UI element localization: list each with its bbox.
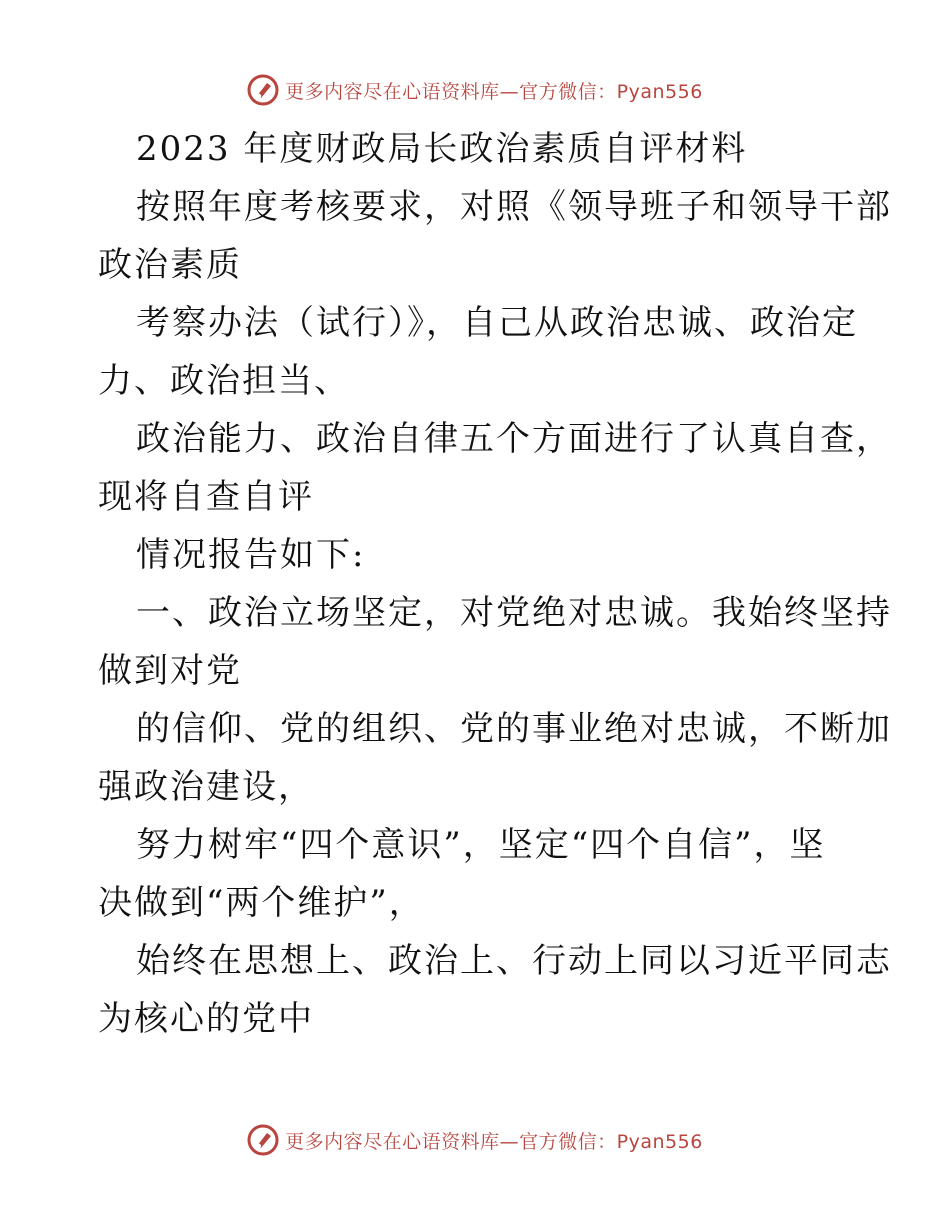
- paragraph-line: 做到对党: [98, 651, 242, 691]
- paragraph-line: 现将自查自评: [98, 477, 314, 517]
- paragraph-line: 力、政治担当、: [98, 361, 350, 401]
- paragraph-line: 考察办法（试行）》，自己从政治忠诚、政治定: [136, 303, 858, 343]
- watermark-text: 更多内容尽在心语资料库—官方微信：Pyan556: [285, 1130, 703, 1153]
- paragraph-line: 始终在思想上、政治上、行动上同以习近平同志: [136, 941, 892, 981]
- pen-nib-logo-icon: [247, 74, 279, 106]
- paragraph-line: 强政治建设，: [98, 767, 314, 807]
- document-title: 2023 年度财政局长政治素质自评材料: [136, 129, 748, 169]
- paragraph-line: 决做到“两个维护”，: [98, 883, 425, 923]
- paragraph-line: 政治能力、政治自律五个方面进行了认真自查，: [136, 419, 892, 459]
- paragraph-line: 政治素质: [98, 245, 242, 285]
- paragraph-line: 情况报告如下:: [136, 535, 366, 575]
- footer-watermark: [0, 1120, 950, 1160]
- section-heading-line: 一、政治立场坚定，对党绝对忠诚。我始终坚持: [136, 593, 892, 633]
- paragraph-line: 按照年度考核要求，对照《领导班子和领导干部: [136, 187, 892, 227]
- header-watermark: [0, 70, 950, 110]
- watermark-text: 更多内容尽在心语资料库—官方微信：Pyan556: [285, 80, 703, 103]
- paragraph-line: 为核心的党中: [98, 999, 314, 1039]
- paragraph-line: 的信仰、党的组织、党的事业绝对忠诚，不断加: [136, 709, 892, 749]
- pen-nib-logo-icon: [247, 1124, 279, 1156]
- document-body: [98, 120, 892, 1048]
- paragraph-line: 努力树牢“四个意识”，坚定“四个自信”，坚: [136, 825, 826, 865]
